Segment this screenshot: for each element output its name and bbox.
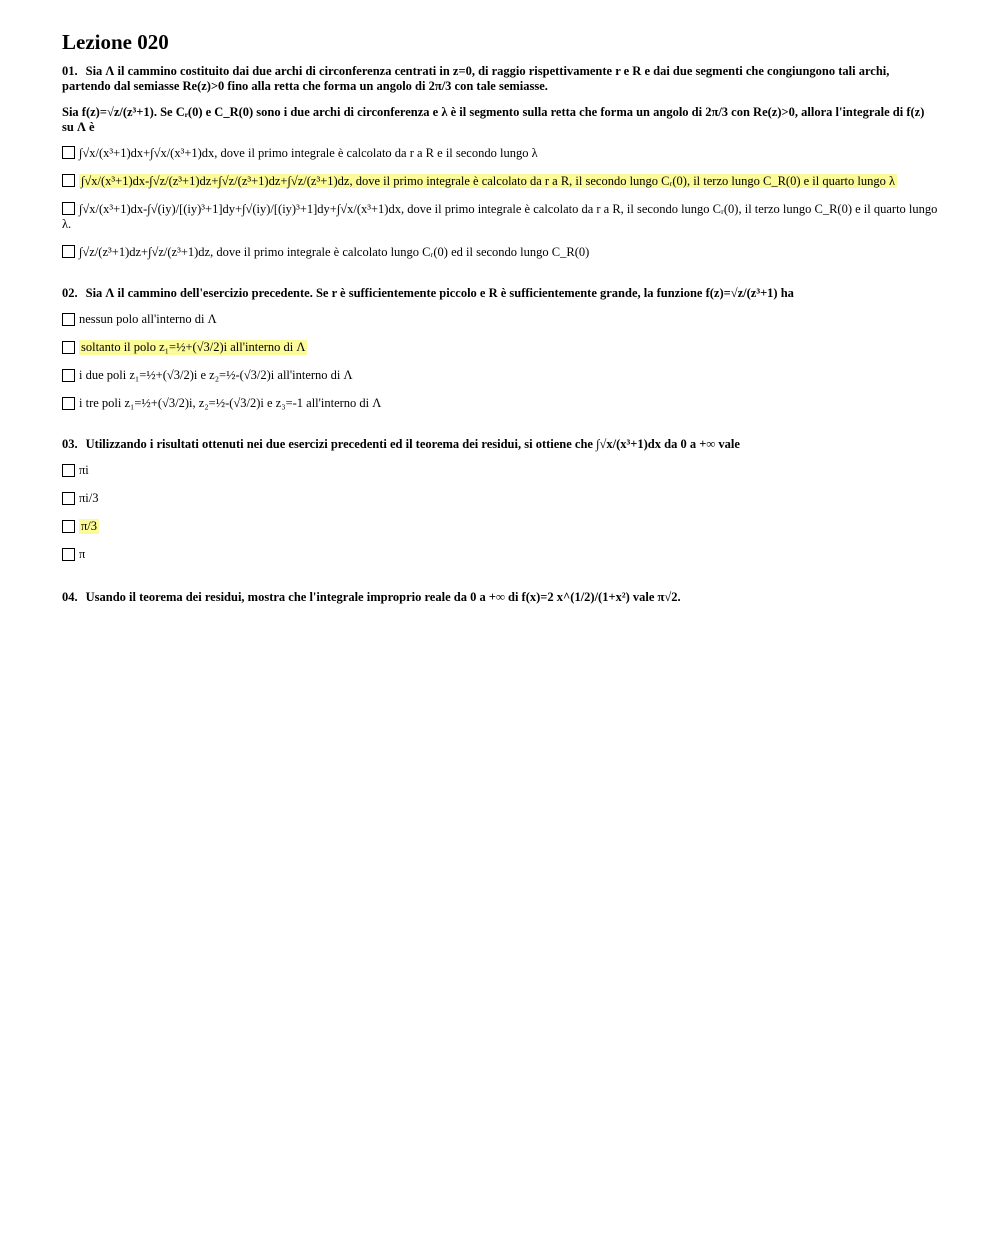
question-03 bbox=[62, 437, 938, 562]
checkbox[interactable] bbox=[62, 245, 75, 258]
checkbox[interactable] bbox=[62, 520, 75, 533]
checkbox[interactable] bbox=[62, 369, 75, 382]
checkbox[interactable] bbox=[62, 492, 75, 505]
answer-option[interactable] bbox=[62, 146, 938, 161]
option-label: i due poli z₁=½+(√3/2)i e z₂=½-(√3/2)i all'interno di Λ bbox=[79, 368, 353, 382]
answer-option[interactable] bbox=[62, 202, 938, 232]
option-label: π bbox=[79, 547, 86, 561]
document-page bbox=[62, 30, 938, 605]
answer-option-highlighted[interactable] bbox=[62, 174, 938, 189]
option-label: soltanto il polo z₁=½+(√3/2)i all'interno di Λ bbox=[81, 340, 306, 354]
question-subtext: Sia f(z)=√z/(z³+1). Se Cᵣ(0) e C_R(0) sono i due archi di circonferenza e λ è il segmento sulla retta che forma un angolo di 2π/3 con Re(z)>0, allora l'integrale di f(z) su Λ è bbox=[62, 105, 925, 134]
answer-option-highlighted[interactable] bbox=[62, 519, 938, 534]
checkbox[interactable] bbox=[62, 464, 75, 477]
checkbox[interactable] bbox=[62, 146, 75, 159]
question-text: 01. Sia Λ il cammino costituito dai due archi di circonferenza centrati in z=0, di raggio rispettivamente r e R e dai due segmenti che congiungono tali archi, partendo dal semiasse Re(z)>0 fino alla retta che forma un angolo di 2π/3 con tale semiasse. bbox=[62, 64, 890, 93]
answer-option-highlighted[interactable] bbox=[62, 340, 938, 355]
option-label: ∫√x/(x³+1)dx-∫√(iy)/[(iy)³+1]dy+∫√(iy)/[(iy)³+1]dy+∫√x/(x³+1)dx, dove il primo integrale è calcolato da r a R, il secondo lungo Cᵣ(0), il terzo lungo C_R(0) e il quarto lungo λ. bbox=[62, 202, 938, 231]
checkbox[interactable] bbox=[62, 202, 75, 215]
answer-option[interactable] bbox=[62, 245, 938, 260]
question-text: 03. Utilizzando i risultati ottenuti nei due esercizi precedenti ed il teorema dei residui, si ottiene che ∫√x/(x³+1)dx da 0 a +∞ vale bbox=[62, 437, 740, 451]
question-04 bbox=[62, 590, 938, 605]
answer-options bbox=[62, 146, 938, 260]
checkbox[interactable] bbox=[62, 174, 75, 187]
answer-option[interactable] bbox=[62, 491, 938, 506]
option-label: nessun polo all'interno di Λ bbox=[79, 312, 217, 326]
option-label: ∫√x/(x³+1)dx-∫√z/(z³+1)dz+∫√z/(z³+1)dz+∫√z/(z³+1)dz, dove il primo integrale è calcolato da r a R, il secondo lungo Cᵣ(0), il terzo lungo C_R(0) e il quarto lungo λ bbox=[81, 174, 896, 188]
option-label: πi/3 bbox=[79, 491, 99, 505]
option-label: πi bbox=[79, 463, 89, 477]
option-label: ∫√z/(z³+1)dz+∫√z/(z³+1)dz, dove il primo integrale è calcolato lungo Cᵣ(0) ed il secondo lungo C_R(0) bbox=[79, 245, 590, 259]
checkbox[interactable] bbox=[62, 313, 75, 326]
answer-option[interactable] bbox=[62, 547, 938, 562]
question-01 bbox=[62, 64, 938, 260]
page-title: Lezione 020 bbox=[62, 30, 169, 54]
question-text: 02. Sia Λ il cammino dell'esercizio precedente. Se r è sufficientemente piccolo e R è sufficientemente grande, la funzione f(z)=√z/(z³+1) ha bbox=[62, 286, 794, 300]
answer-option[interactable] bbox=[62, 463, 938, 478]
question-02 bbox=[62, 286, 938, 411]
answer-option[interactable] bbox=[62, 368, 938, 383]
checkbox[interactable] bbox=[62, 548, 75, 561]
question-text: 04. Usando il teorema dei residui, mostra che l'integrale improprio reale da 0 a +∞ di f(x)=2 x^(1/2)/(1+x²) vale π√2. bbox=[62, 590, 681, 604]
answer-option[interactable] bbox=[62, 312, 938, 327]
answer-options bbox=[62, 463, 938, 562]
option-label: π/3 bbox=[81, 519, 98, 533]
checkbox[interactable] bbox=[62, 397, 75, 410]
checkbox[interactable] bbox=[62, 341, 75, 354]
answer-option[interactable] bbox=[62, 396, 938, 411]
option-label: i tre poli z₁=½+(√3/2)i, z₂=½-(√3/2)i e z₃=-1 all'interno di Λ bbox=[79, 396, 382, 410]
option-label: ∫√x/(x³+1)dx+∫√x/(x³+1)dx, dove il primo integrale è calcolato da r a R e il secondo lungo λ bbox=[79, 146, 538, 160]
answer-options bbox=[62, 312, 938, 411]
